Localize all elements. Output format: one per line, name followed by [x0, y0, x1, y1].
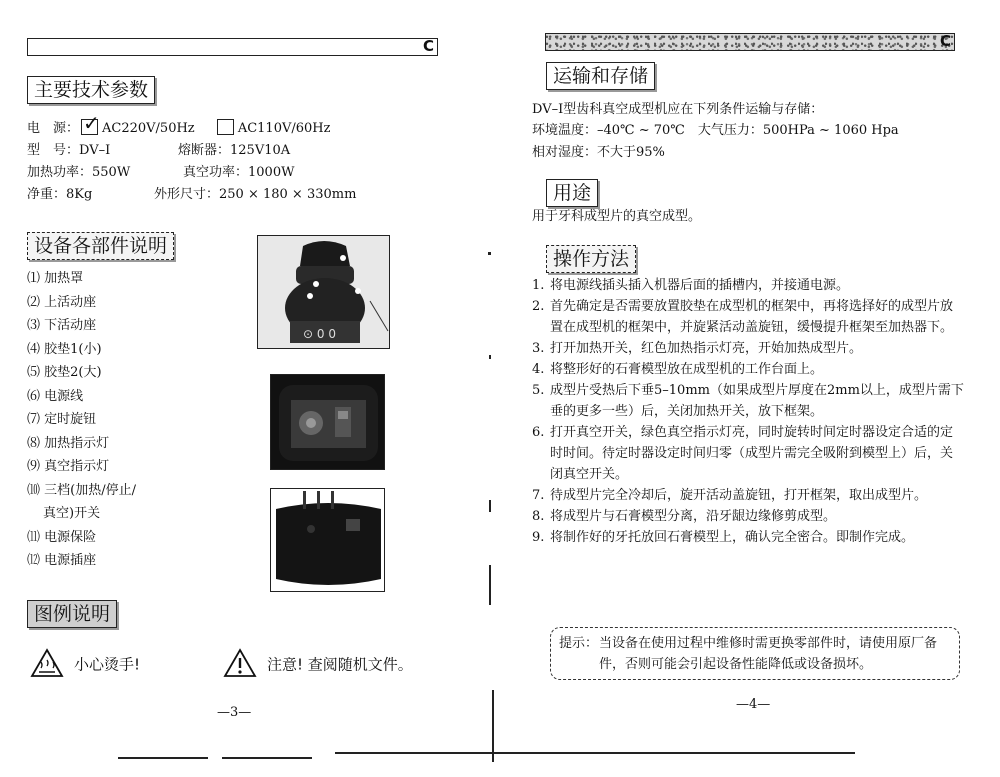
left-header-bar: [27, 38, 438, 56]
fold-dot: [489, 355, 491, 359]
list-item: ⑺ 定时旋钮: [27, 412, 97, 427]
legend-attention-text: 注意! 查阅随机文件。: [267, 655, 413, 674]
list-item: ⑴ 加热罩: [27, 271, 84, 286]
tip-text: 当设备在使用过程中维修时需更换零部件时，请使用原厂备件，否则可能会引起设备性能降低或设备损坏。: [599, 636, 938, 672]
list-item: ⑵ 上活动座: [27, 294, 97, 310]
list-item: 6. 打开真空开关，绿色真空指示灯亮，同时旋转时间定时器设定合适的定时时间。待定时器设定时间归零（成型片需完全吸附到模型上）后，关闭真空开关。: [532, 425, 954, 482]
hot-surface-icon: [30, 648, 64, 682]
list-item: 2. 首先确定是否需要放置胶垫在成型机的框架中，再将选择好的成型片放置在成型机的框架中，并旋紧活动盖旋钮，缓慢提升框架至加热器下。: [532, 299, 954, 335]
net-weight: 净重：8Kg: [27, 187, 93, 202]
warning-icon: [223, 648, 257, 682]
rear-socket-image: [271, 489, 385, 592]
parts-list: [27, 267, 227, 573]
tip-label: 提示：: [559, 636, 599, 651]
transport-line-1: DV–Ⅰ型齿科真空成型机应在下列条件运输与存储：: [532, 102, 824, 117]
list-item: 真空)开关: [43, 506, 101, 521]
transport-line-2: 环境温度：–40℃ ~ 70℃ 大气压力：500HPa ~ 1060 Hpa: [532, 123, 899, 138]
left-page-number: —3—: [217, 705, 252, 720]
list-item: 7. 待成型片完全冷却后，旋开活动盖旋钮，打开框架，取出成型片。: [532, 488, 928, 503]
spec-section-title: 主要技术参数: [27, 76, 155, 104]
empty-box-icon: [217, 119, 234, 135]
list-item: ⑿ 电源插座: [27, 553, 97, 568]
bottom-rule-left: [118, 757, 208, 759]
transport-section-title: 运输和存储: [546, 62, 655, 90]
model-label: 型 号：DV–Ⅰ: [27, 143, 111, 158]
checked-box-icon: [81, 119, 98, 135]
list-item: ⑾ 电源保险: [27, 529, 97, 545]
device-front-image: [258, 236, 390, 349]
ops-list: [532, 275, 964, 548]
ops-section-title: 操作方法: [546, 245, 636, 273]
right-header-bar: [545, 33, 955, 51]
control-panel-photo: [270, 374, 385, 470]
legend-section-title: 图例说明: [27, 600, 117, 628]
dimensions: 外形尺寸：250 × 180 × 330mm: [154, 187, 357, 202]
power-label: 电 源：: [27, 121, 80, 136]
tip-box: [550, 627, 960, 680]
list-item: ⑷ 胶垫1(小): [27, 341, 102, 357]
list-item: ⑽ 三档(加热/停止/: [27, 482, 136, 498]
control-panel-image: [271, 375, 385, 470]
power-option-2: AC110V/60Hz: [237, 121, 331, 136]
list-item: 4. 将整形好的石膏模型放在成型机的工作台面上。: [532, 362, 824, 377]
legend-hot-text: 小心烫手!: [74, 655, 141, 674]
legend-hot: [30, 648, 140, 682]
use-section-title: 用途: [546, 179, 598, 207]
list-item: ⑶ 下活动座: [27, 318, 97, 333]
power-option-1: AC220V/50Hz: [102, 121, 195, 136]
transport-line-3: 相对湿度：不大于95%: [532, 145, 665, 160]
list-item: 3. 打开加热开关，红色加热指示灯亮，开始加热成型片。: [532, 341, 863, 356]
bottom-rule-right: [335, 752, 855, 754]
fold-dot: [488, 252, 491, 255]
heating-power: 加热功率：550W: [27, 165, 131, 180]
list-item: 9. 将制作好的牙托放回石膏模型上，确认完全密合。即制作完成。: [532, 530, 915, 545]
fuse-label: 熔断器：125V10A: [178, 143, 291, 158]
power-line: [27, 119, 330, 138]
fold-dot: [489, 565, 491, 605]
list-item: ⑸ 胶垫2(大): [27, 365, 102, 380]
list-item: 8. 将成型片与石膏模型分离，沿牙龈边缘修剪成型。: [532, 509, 837, 524]
header-letter: C: [422, 37, 434, 55]
svg-text:⊙ 0 0: ⊙ 0 0: [303, 327, 336, 341]
parts-section-title: 设备各部件说明: [27, 232, 174, 260]
vacuum-power: 真空功率：1000W: [183, 165, 295, 180]
fold-dot: [489, 500, 491, 512]
list-item: 1. 将电源线插头插入机器后面的插槽内，并接通电源。: [532, 278, 850, 293]
header-letter: C: [939, 32, 951, 50]
bottom-rule-left-2: [222, 757, 312, 759]
list-item: ⑼ 真空指示灯: [27, 459, 110, 474]
list-item: ⑻ 加热指示灯: [27, 435, 110, 451]
rear-socket-photo: [270, 488, 385, 592]
list-item: 5. 成型片受热后下垂5–10mm（如果成型片厚度在2mm以上，成型片需下垂的更多一些）后，关闭加热开关，放下框架。: [532, 383, 964, 419]
legend-attention: [223, 648, 413, 682]
right-page-number: —4—: [736, 697, 771, 712]
device-front-photo: [257, 235, 390, 349]
use-text: 用于牙科成型片的真空成型。: [532, 209, 702, 224]
list-item: ⑹ 电源线: [27, 388, 84, 404]
